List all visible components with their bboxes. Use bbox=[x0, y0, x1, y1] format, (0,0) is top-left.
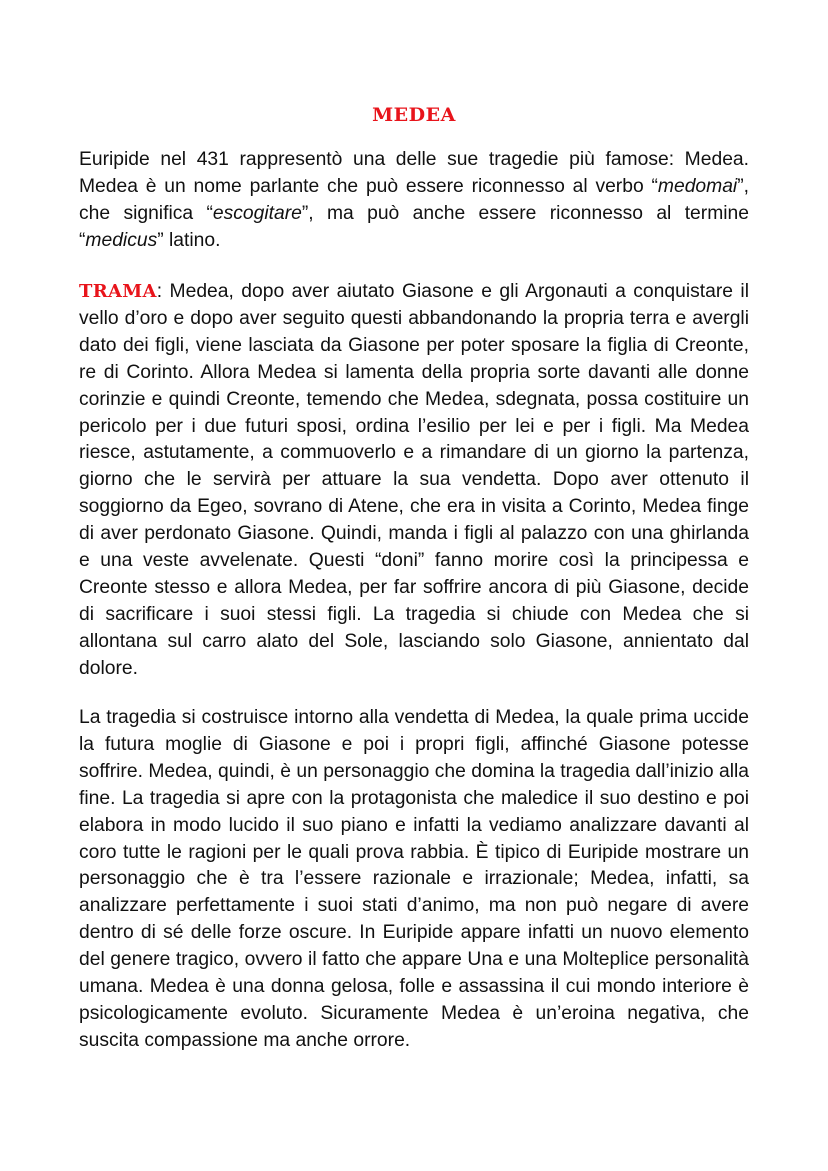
plot-paragraph bbox=[79, 279, 749, 683]
intro-term-medomai: medomai bbox=[657, 175, 738, 197]
analysis-text: La tragedia si costruisce intorno alla vendetta di Medea, la quale prima uccide la futura moglie di Giasone e poi i propri figli, affinché Giasone potesse soffrire. Medea, quindi, è un personaggio che domina la tragedia dall’inizio alla fine. La tragedia si apre con la protagonista che maledice il suo destino e poi elabora in modo lucido il suo piano e infatti la vediamo analizzare davanti al coro tutte le ragioni per le quali prova rabbia. È tipico di Euripide mostrare un personaggio che è tra l’essere razionale e irrazionale; Medea, infatti, sa analizzare perfettamente i suoi stati d’animo, ma non può negare di avere dentro di sé delle forze oscure. In Euripide appare infatti un nuovo elemento del genere tragico, ovvero il fatto che appare Una e una Molteplice personalità umana. Medea è una donna gelosa, folle e assassina il cui mondo interiore è psicologicamente evoluto. Sicuramente Medea è un’eroina negativa, che suscita compassione ma anche orrore. bbox=[79, 707, 749, 1051]
intro-term-escogitare: escogitare bbox=[212, 202, 302, 224]
intro-text-2: ”, che significa “ bbox=[79, 175, 749, 224]
plot-label: TRAMA bbox=[79, 281, 157, 302]
analysis-paragraph bbox=[79, 705, 749, 1055]
intro-term-medicus: medicus bbox=[85, 229, 158, 251]
page-title: MEDEA bbox=[372, 104, 456, 126]
intro-text-4: ” latino. bbox=[157, 229, 221, 251]
plot-text: : Medea, dopo aver aiutato Giasone e gli Argonauti a conquistare il vello d’oro e dopo aver seguito questi abbandonando la propria terra e avergli dato dei figli, viene lasciata da Giasone per poter sposare la figlia di Creonte, re di Corinto. Allora Medea si lamenta della propria sorte davanti alle donne corinzie e quindi Creonte, temendo che Medea, sdegnata, possa costituire un pericolo per i due futuri sposi, ordina l’esilio per lei e per i figli. Ma Medea riesce, astutamente, a commuoverlo e a rimandare di un giorno la partenza, giorno che le servirà per attuare la sua vendetta. Dopo aver ottenuto il soggiorno da Egeo, sovrano di Atene, che era in visita a Corinto, Medea finge di aver perdonato Giasone. Quindi, manda i figli al palazzo con una ghirlanda e una veste avvelenate. Questi “doni” fanno morire così la principessa e Creonte stesso e allora Medea, per far soffrire ancora di più Giasone, decide di sacrificare i suoi stessi figli. La tragedia si chiude con Medea che si allontana sul carro alato del Sole, lasciando solo Giasone, annientato dal dolore. bbox=[79, 281, 749, 679]
intro-text-3: ”, ma può anche essere riconnesso al termine “ bbox=[79, 202, 749, 251]
intro-text-1: Euripide nel 431 rappresentò una delle sue tragedie più famose: Medea. Medea è un nome parlante che può essere riconnesso al verbo “ bbox=[79, 149, 749, 197]
intro-paragraph bbox=[79, 147, 749, 255]
